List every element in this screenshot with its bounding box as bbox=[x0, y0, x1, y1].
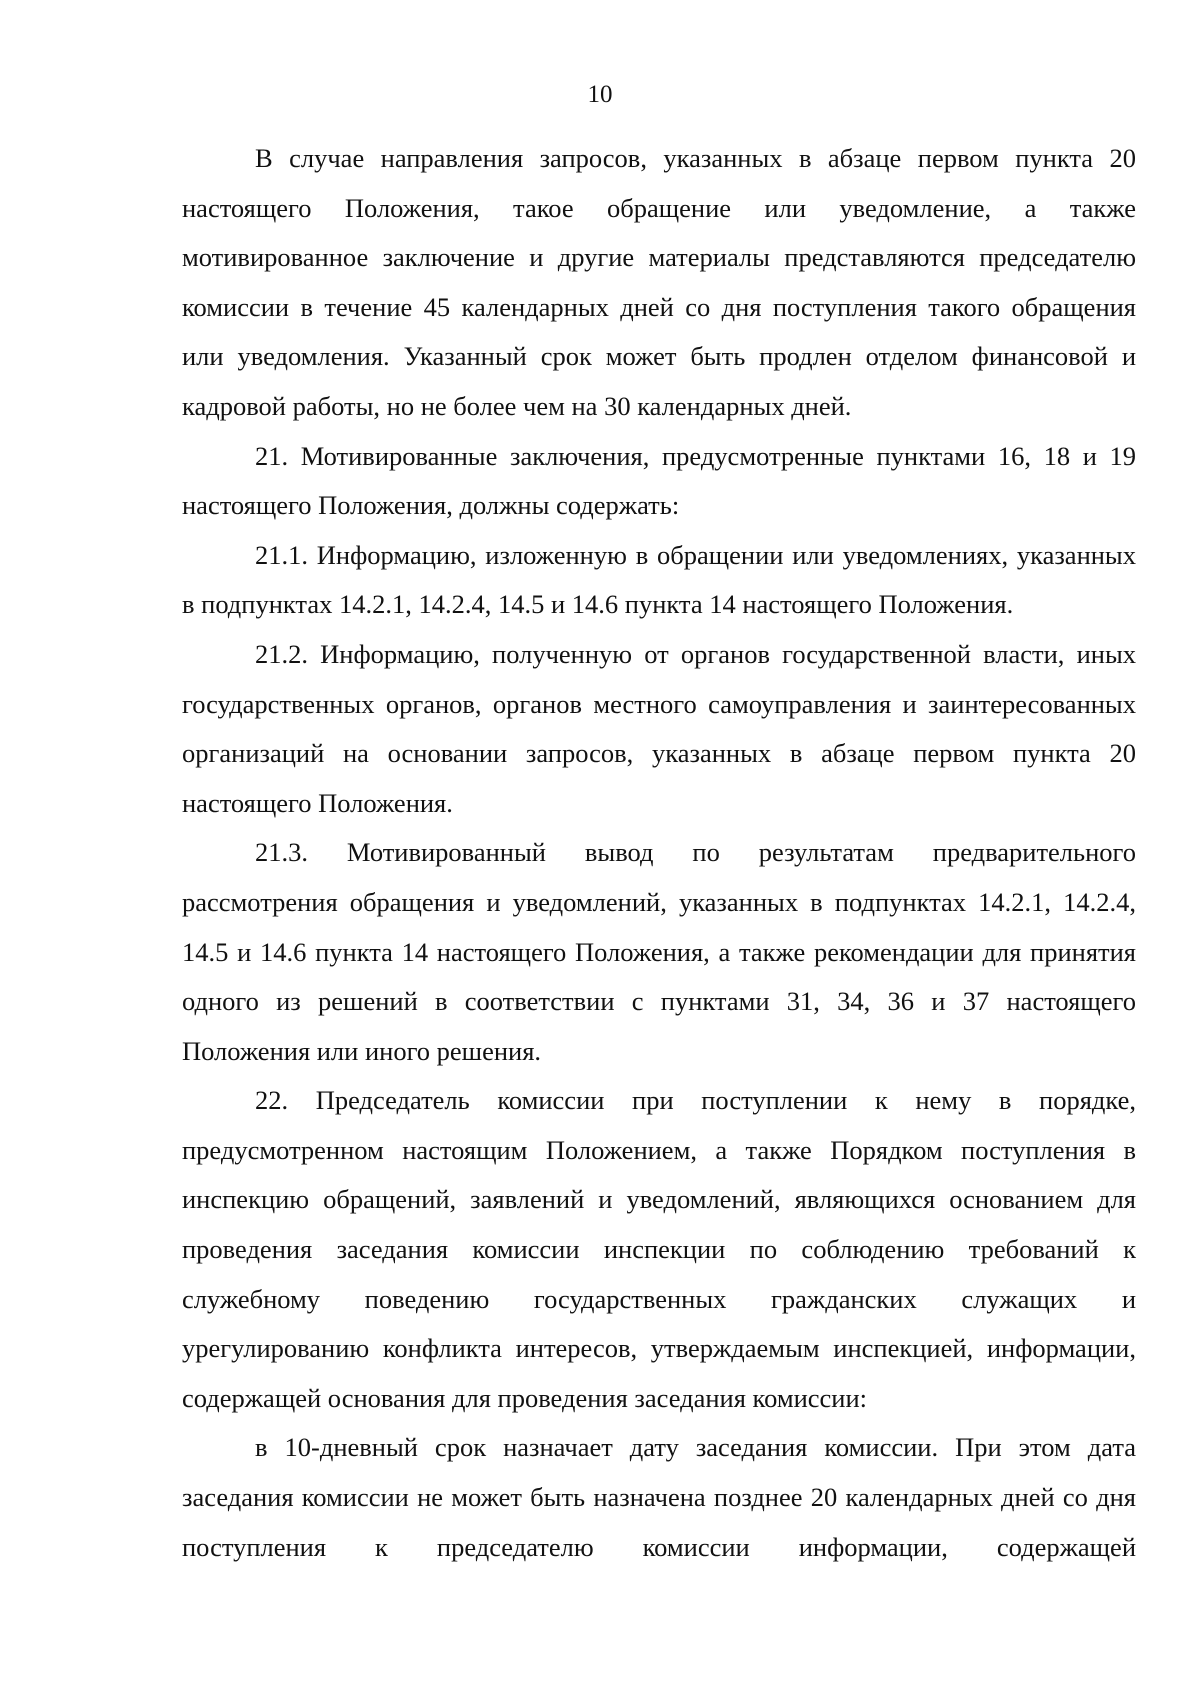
paragraph-meeting-date: в 10-дневный срок назначает дату заседания комиссии. При этом дата заседания комиссии не может быть назначена позднее 20 календарных дней со дня поступления к председателю комиссии информации, содержащей bbox=[182, 1432, 1136, 1562]
document-body bbox=[182, 134, 1136, 1572]
paragraph-21: 21. Мотивированные заключения, предусмотренные пунктами 16, 18 и 19 настоящего Положения, должны содержать: bbox=[182, 440, 1136, 521]
paragraph-request-deadline: В случае направления запросов, указанных в абзаце первом пункта 20 настоящего Положения, такое обращение или уведомление, а также мотивированное заключение и другие материалы представляются председателю комиссии в течение 45 календарных дней со дня поступления такого обращения или уведомления. Указанный срок может быть продлен отделом финансовой и кадровой работы, но не более чем на 30 календарных дней. bbox=[182, 143, 1136, 421]
paragraph-21-1: 21.1. Информацию, изложенную в обращении или уведомлениях, указанных в подпунктах 14.2.1, 14.2.4, 14.5 и 14.6 пункта 14 настоящего Положения. bbox=[182, 539, 1136, 620]
paragraph-21-3: 21.3. Мотивированный вывод по результатам предварительного рассмотрения обращения и уведомлений, указанных в подпунктах 14.2.1, 14.2.4, 14.5 и 14.6 пункта 14 настоящего Положения, а также рекомендации для принятия одного из решений в соответствии с пунктами 31, 34, 36 и 37 настоящего Положения или иного решения. bbox=[182, 837, 1136, 1066]
page-number: 10 bbox=[587, 81, 613, 108]
paragraph-21-2: 21.2. Информацию, полученную от органов государственной власти, иных государственных органов, органов местного самоуправления и заинтересованных организаций на основании запросов, указанных в абзаце первом пункта 20 настоящего Положения. bbox=[182, 638, 1136, 818]
paragraph-22: 22. Председатель комиссии при поступлении к нему в порядке, предусмотренном настоящим Положением, а также Порядком поступления в инспекцию обращений, заявлений и уведомлений, являющихся основанием для проведения заседания комиссии инспекции по соблюдению требований к служебному поведению государственных гражданских служащих и урегулированию конфликта интересов, утверждаемым инспекцией, информации, содержащей основания для проведения заседания комиссии: bbox=[182, 1085, 1136, 1413]
